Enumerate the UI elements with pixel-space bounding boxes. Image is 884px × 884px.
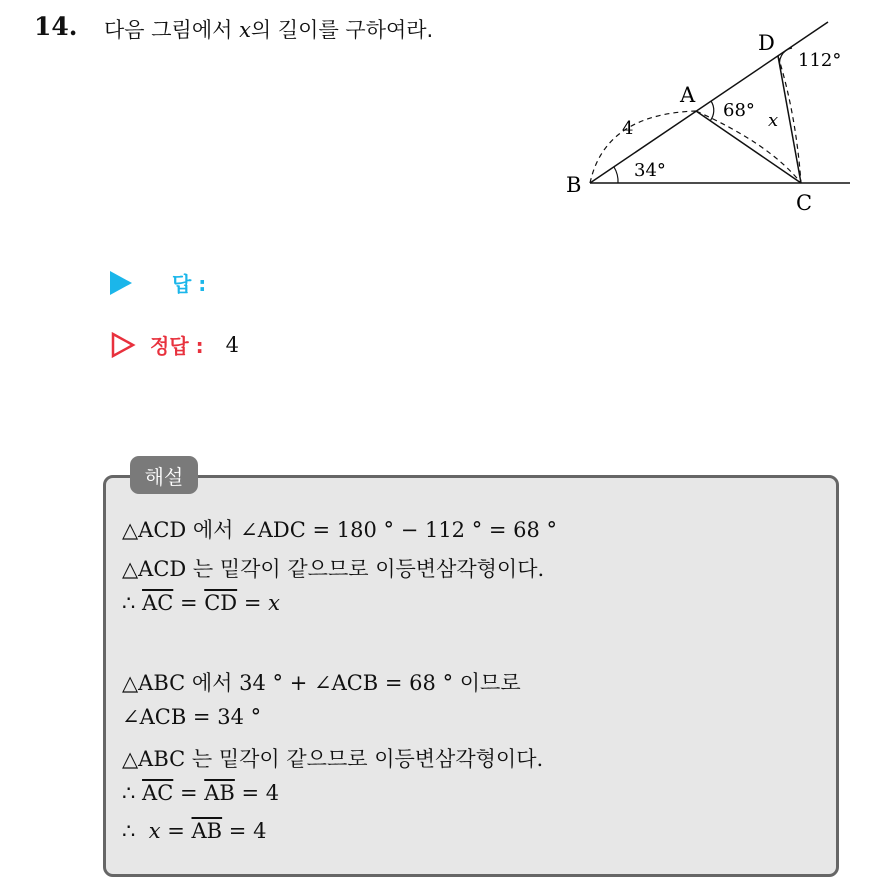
- solution-tab: 해설: [130, 456, 198, 494]
- question-number: 14.: [34, 12, 78, 41]
- question-text: [104, 14, 433, 44]
- therefore-symbol: ∴: [122, 591, 143, 615]
- solution-line: ∠ACB = 34 °: [122, 705, 262, 729]
- label-angle-d: 112°: [798, 50, 842, 71]
- equals: =: [173, 591, 205, 615]
- outline-arrow-icon: [110, 332, 136, 358]
- solution-line: [122, 591, 280, 615]
- answer-row: [110, 268, 206, 297]
- line-ac: [696, 111, 801, 183]
- question-variable: x: [239, 18, 251, 42]
- equals: =: [173, 781, 205, 805]
- angle-arc-a: [710, 101, 714, 121]
- therefore-symbol: ∴: [122, 819, 149, 843]
- solution-line: [122, 781, 279, 805]
- label-angle-a: 68°: [723, 100, 755, 121]
- angle-arc-b: [614, 167, 618, 183]
- correct-answer-label: 정답 :: [150, 334, 204, 358]
- solution-line: △ACD 에서 ∠ADC = 180 ° − 112 ° = 68 °: [122, 518, 558, 542]
- segment-cd: $\overline{CD}$: [204, 591, 238, 615]
- solution-line: △ACD 는 밑각이 같으므로 이등변삼각형이다.: [122, 557, 545, 581]
- segment-ac: $\overline{AC}$: [142, 591, 174, 615]
- variable-x: x: [148, 819, 161, 843]
- label-d: D: [758, 31, 775, 55]
- equals: =: [237, 591, 269, 615]
- question-text-part: 다음 그림에서: [104, 18, 240, 42]
- label-a: A: [680, 83, 696, 107]
- equals: =: [160, 819, 192, 843]
- variable-x: x: [268, 591, 280, 615]
- answer-label: 답 :: [172, 272, 207, 296]
- label-side-ab: 4: [622, 118, 634, 139]
- solution-line: △ABC 에서 34 ° + ∠ACB = 68 ° 이므로: [122, 671, 521, 695]
- question-text-part: 의 길이를 구하여라.: [250, 18, 434, 42]
- line-dc: [778, 56, 801, 183]
- therefore-symbol: ∴: [122, 781, 143, 805]
- geometry-figure: [560, 14, 860, 224]
- label-c: C: [796, 191, 813, 215]
- label-b: B: [566, 173, 582, 197]
- label-angle-b: 34°: [634, 160, 666, 181]
- equals-value: = 4: [234, 781, 280, 805]
- correct-answer-row: [110, 330, 239, 359]
- solution-line: △ABC 는 밑각이 같으므로 이등변삼각형이다.: [122, 747, 544, 771]
- equals-value: = 4: [222, 819, 267, 843]
- segment-ab: $\overline{AB}$: [204, 781, 235, 805]
- correct-answer-value: 4: [225, 332, 239, 357]
- segment-ac: $\overline{AC}$: [142, 781, 174, 805]
- play-arrow-icon: [110, 271, 132, 295]
- line-bd: [590, 22, 828, 183]
- solution-line: [122, 819, 266, 843]
- label-side-x: x: [768, 110, 779, 131]
- segment-ab: $\overline{AB}$: [191, 819, 223, 843]
